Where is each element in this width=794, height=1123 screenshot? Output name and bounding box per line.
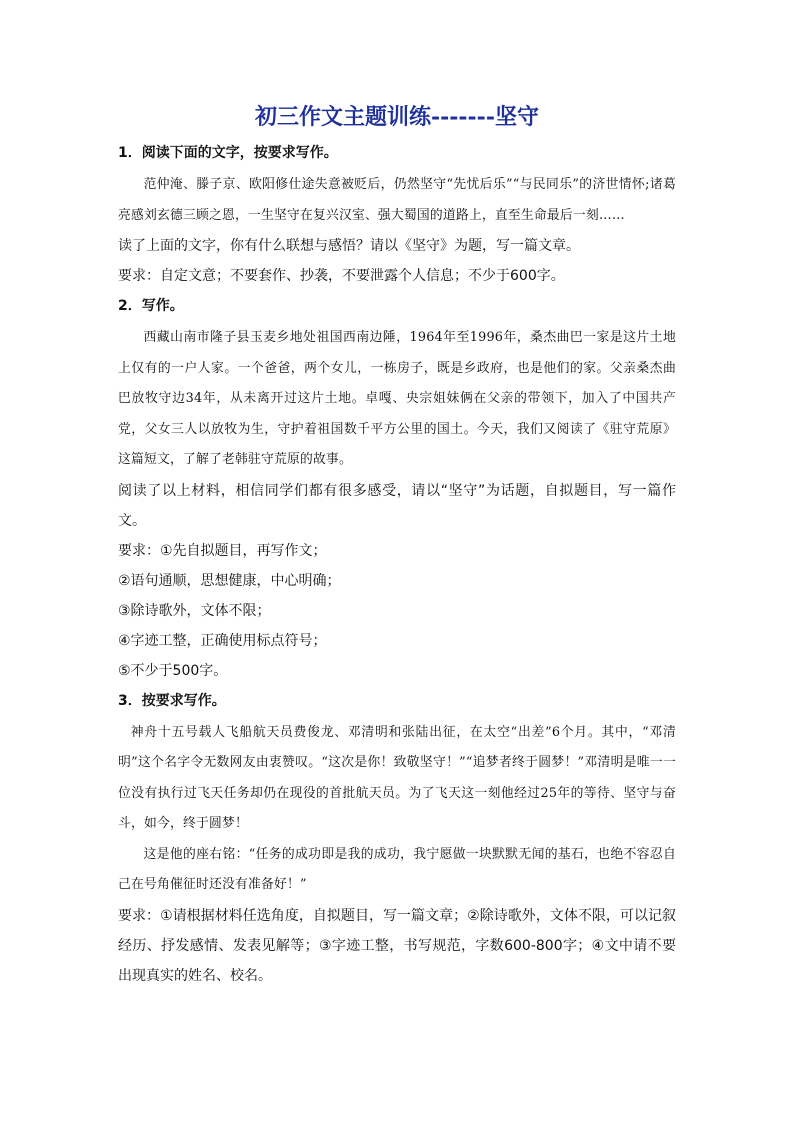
question-2-requirement: ③除诗歌外，文体不限； xyxy=(118,602,271,619)
question-2 xyxy=(118,295,676,686)
question-3 xyxy=(118,690,676,991)
question-1-requirement: 要求：自定文意；不要套作、抄袭，不要泄露个人信息；不少于600字。 xyxy=(118,268,565,284)
question-3-material: 神舟十五号载人飞船航天员费俊龙、邓清明和张陆出征，在太空“出差”6个月。其中，“邓清明”这个名字令无数网友由衷赞叹。“这次是你！致敬坚守！”“追梦者终于圆梦！”邓清明是唯一一位没有执行过飞天任务却仍在现役的首批航天员。为了飞天这一刻他经过25年的等待、坚守与奋斗，如今，终于圆梦！ xyxy=(118,724,676,831)
question-1-prompt: 读了上面的文字，你有什么联想与感悟？请以《坚守》为题，写一篇文章。 xyxy=(118,238,580,254)
question-2-requirement: ④字迹工整，正确使用标点符号； xyxy=(118,632,327,649)
question-2-requirement: 要求：①先自拟题目，再写作文； xyxy=(118,542,327,559)
question-2-material: 西藏山南市隆子县玉麦乡地处祖国西南边陲，1964年至1996年，桑杰曲巴一家是这片土地上仅有的一户人家。一个爸爸，两个女儿，一栋房子，既是乡政府，也是他们的家。父亲桑杰曲巴放牧守边34年，从未离开过这片土地。卓嘎、央宗姐妹俩在父亲的带领下，加入了中国共产党，父女三人以放牧为生，守护着祖国数千平方公里的国土。今天，我们又阅读了《驻守荒原》这篇短文，了解了老韩驻守荒原的故事。 xyxy=(118,330,676,467)
question-2-requirement: ②语句通顺，思想健康，中心明确； xyxy=(118,572,341,589)
question-2-requirement: ⑤不少于500字。 xyxy=(118,662,228,679)
question-2-heading: 2．写作。 xyxy=(118,298,184,314)
question-3-motto: 这是他的座右铭：“任务的成功即是我的成功，我宁愿做一块默默无闻的基石，也绝不容忍自己在号角催征时还没有准备好！” xyxy=(118,846,676,892)
question-3-heading: 3．按要求写作。 xyxy=(118,692,226,709)
question-2-prompt: 阅读了以上材料，相信同学们都有很多感受，请以“坚守”为话题，自拟题目，写一篇作文。 xyxy=(118,482,676,529)
question-3-requirement: 要求：①请根据材料任选角度，自拟题目，写一篇文章；②除诗歌外，文体不限，可以记叙经历、抒发感情、发表见解等；③字迹工整，书写规范，字数600-800字；④文中请不要出现真实的姓名、校名。 xyxy=(118,907,676,984)
question-1-material: 范仲淹、滕子京、欧阳修仕途失意被贬后，仍然坚守“先忧后乐”“与民同乐”的济世情怀;诸葛亮感刘玄德三顾之恩，一生坚守在复兴汉室、强大蜀国的道路上，直至生命最后一刻…… xyxy=(118,177,676,223)
question-1 xyxy=(118,142,676,291)
document-title: 初三作文主题训练-------坚守 xyxy=(255,104,539,130)
question-1-heading: 1．阅读下面的文字，按要求写作。 xyxy=(118,145,338,161)
